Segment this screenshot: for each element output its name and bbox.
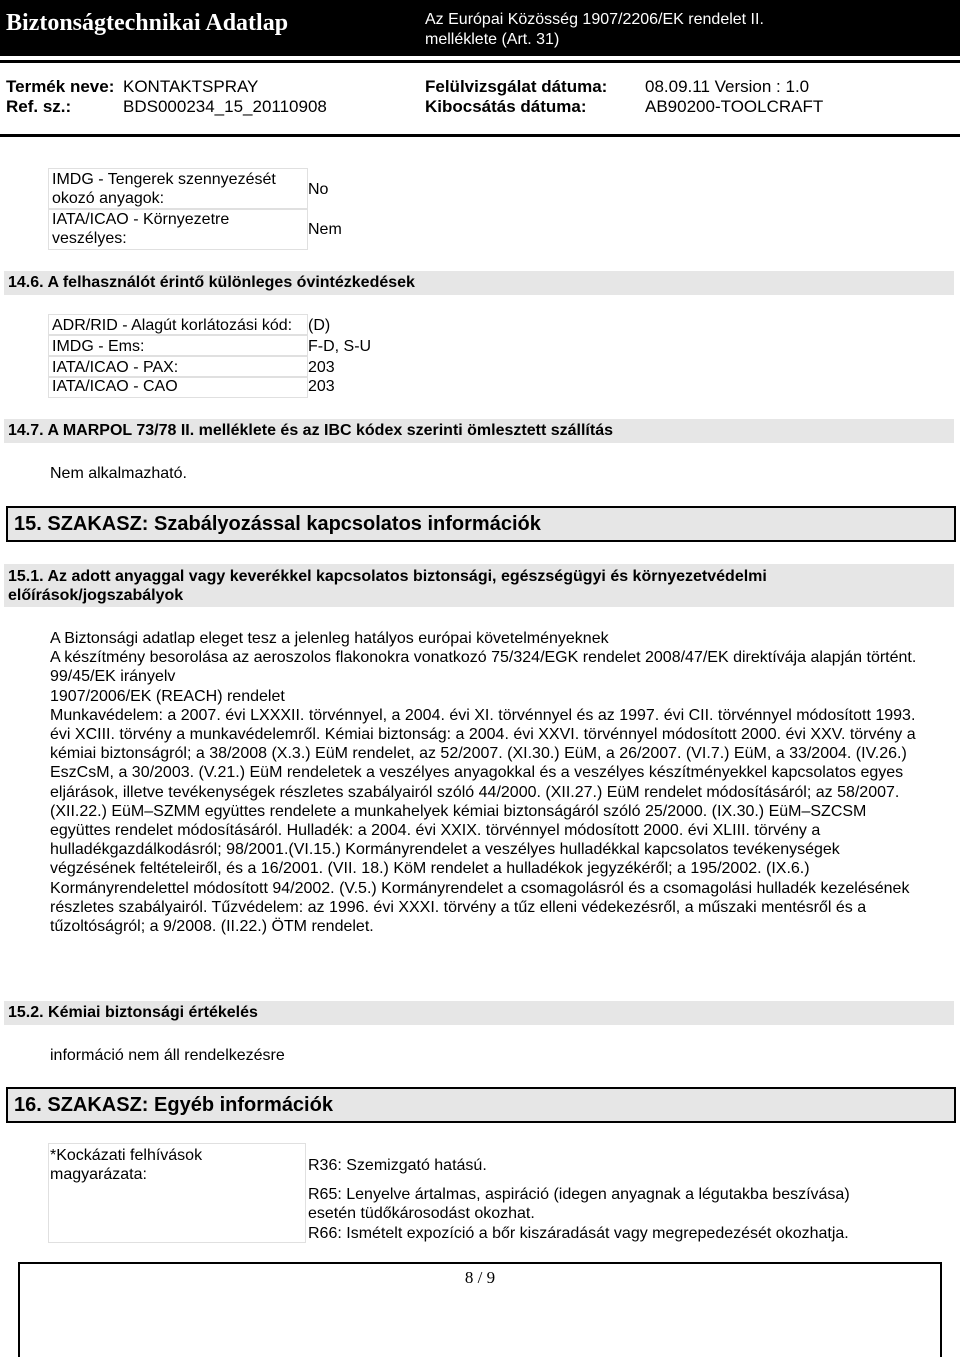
env-row-marine-value: No — [308, 181, 329, 198]
regulation-reference — [425, 10, 945, 50]
env-row-air-value: Nem — [308, 221, 342, 238]
env-row-marine-label: IMDG - Tengerek szennyezését okozó anyagok: — [52, 171, 276, 207]
iata-cao-label: IATA/ICAO - CAO — [52, 378, 178, 395]
section-15-2-text: információ nem áll rendelkezésre — [50, 1047, 285, 1064]
header-bottom-rule — [0, 134, 960, 137]
adr-tunnel-value: (D) — [308, 317, 331, 334]
regulation-paragraph: 99/45/EK irányelv — [50, 668, 176, 686]
regulation-paragraph: A készítmény besorolása az aeroszolos flakonokra vonatkozó 75/324/EGK rendelet 2008/47/EK direktívája alapján történt. — [50, 649, 917, 667]
regulation-paragraph: Munkavédelem: a 2007. évi LXXXII. törvénnyel, a 2004. évi XI. törvénnyel és az 1997. évi CII. törvénnyel módosított 1993. évi XCIII. törvény a munkavédelemről. Kémiai biztonság: a 2004. évi XXVI. törvénnyel módosított 2000. évi XXV. törvény a kémiai biztonságról; a 38/2008 (X.3.) EüM rendelet, az 52/2007. (XI.30.) EüM, a 26/2007. (VI.7.) EüM, a 33/2004. (IV.26.) EszCsM, a 30/2003. (V.21.) EüM rendeletek a veszélyes anyagokkal és a veszélyes készítményekkel kapcsolatos egyes eljárások, illetve tevékenységek részletes szabályairól szóló 44/2000. (XII.27.) EüM rendelet módosításáról; az 58/2007. (XII.22.) EüM–SZMM együttes rendelete a munkahelyek kémiai biztonságáról szóló 25/2000. (IX.30.) EüM–SZCSM együttes rendelet módosításáról. Hulladék: a 2004. évi XXIX. törvénnyel módosított 2000. évi XLIII. törvény a hulladékgazdálkodásról; 98/2001.(VI.15.) Kormányrendelet a veszélyes hulladékkal kapcsolatos tevékenységek végzésének feltételeiről, és a 16/2001. (VII. 18.) KöM rendelet a hulladékok jegyzékéről; a 195/2002. (IX.6.) Kormányrendelettel módosított 94/2002. (V.5.) Kormányrendelet a csomagolásról és a csomagolási hulladék kezelésének részletes szabályairól. Tűzvédelem: az 1996. évi XXXI. törvény a tűz elleni védekezésről, a műszaki mentésről és a tűzoltóságról; a 9/2008. (II.22.) ÖTM rendelet. — [50, 706, 916, 936]
issue-date-value: AB90200-TOOLCRAFT — [645, 97, 824, 116]
section-16-heading: 16. SZAKASZ: Egyéb információk — [6, 1087, 956, 1123]
imdg-ems-value: F-D, S-U — [308, 338, 372, 355]
section-14-6-heading: 14.6. A felhasználót érintő különleges óvintézkedések — [4, 271, 954, 295]
product-name-value: KONTAKTSPRAY — [123, 77, 259, 96]
section-15-heading: 15. SZAKASZ: Szabályozással kapcsolatos információk — [6, 506, 956, 542]
section-14-7-heading: 14.7. A MARPOL 73/78 II. melléklete és az IBC kódex szerinti ömlesztett szállítás — [4, 419, 954, 443]
review-date-value: 08.09.11 Version : 1.0 — [645, 77, 810, 96]
product-name-label: Termék neve: — [6, 77, 115, 96]
adr-tunnel-label: ADR/RID - Alagút korlátozási kód: — [52, 317, 293, 334]
risk-phrase-r36: R36: Szemizgató hatású. — [308, 1157, 487, 1174]
regulation-paragraph: A Biztonsági adatlap eleget tesz a jelenleg hatályos európai követelményeknek — [50, 630, 609, 647]
regulation-line-1: Az Európai Közösség 1907/2206/EK rendelet II. — [425, 11, 764, 28]
imdg-ems-label: IMDG - Ems: — [52, 338, 145, 355]
section-14-7-text: Nem alkalmazható. — [50, 465, 187, 482]
risk-phrase-r66: R66: Ismételt expozíció a bőr kiszáradását vagy megrepedezését okozhatja. — [308, 1225, 849, 1242]
section-15-1-body — [50, 629, 920, 936]
iata-pax-label: IATA/ICAO - PAX: — [52, 359, 179, 376]
section-15-2-heading: 15.2. Kémiai biztonsági értékelés — [4, 1001, 954, 1025]
page-number: 8 / 9 — [464, 1268, 496, 1287]
iata-cao-value: 203 — [308, 378, 335, 395]
regulation-paragraph: 1907/2006/EK (REACH) rendelet — [50, 687, 285, 705]
risk-phrase-r65: R65: Lenyelve ártalmas, aspiráció (idegen anyagnak a légutakba beszívása) esetén tüdőkárosodást okozhat. — [308, 1186, 850, 1222]
header-separator — [0, 60, 960, 63]
section-15-1-heading: 15.1. Az adott anyaggal vagy keverékkel kapcsolatos biztonsági, egészségügyi és környezetvédelmi előírások/jogszabályok — [4, 564, 954, 607]
regulation-line-2: melléklete (Art. 31) — [425, 31, 560, 48]
review-date-label: Felülvizsgálat dátuma: — [425, 77, 608, 96]
ref-number-label: Ref. sz.: — [6, 97, 72, 116]
iata-pax-value: 203 — [308, 359, 335, 376]
document-title: Biztonságtechnikai Adatlap — [6, 10, 289, 36]
ref-number-value: BDS000234_15_20110908 — [123, 97, 327, 116]
issue-date-label: Kibocsátás dátuma: — [425, 97, 587, 116]
risk-phrases-label: *Kockázati felhívások magyarázata: — [50, 1147, 203, 1183]
env-row-air-label: IATA/ICAO - Környezetre veszélyes: — [52, 211, 230, 247]
